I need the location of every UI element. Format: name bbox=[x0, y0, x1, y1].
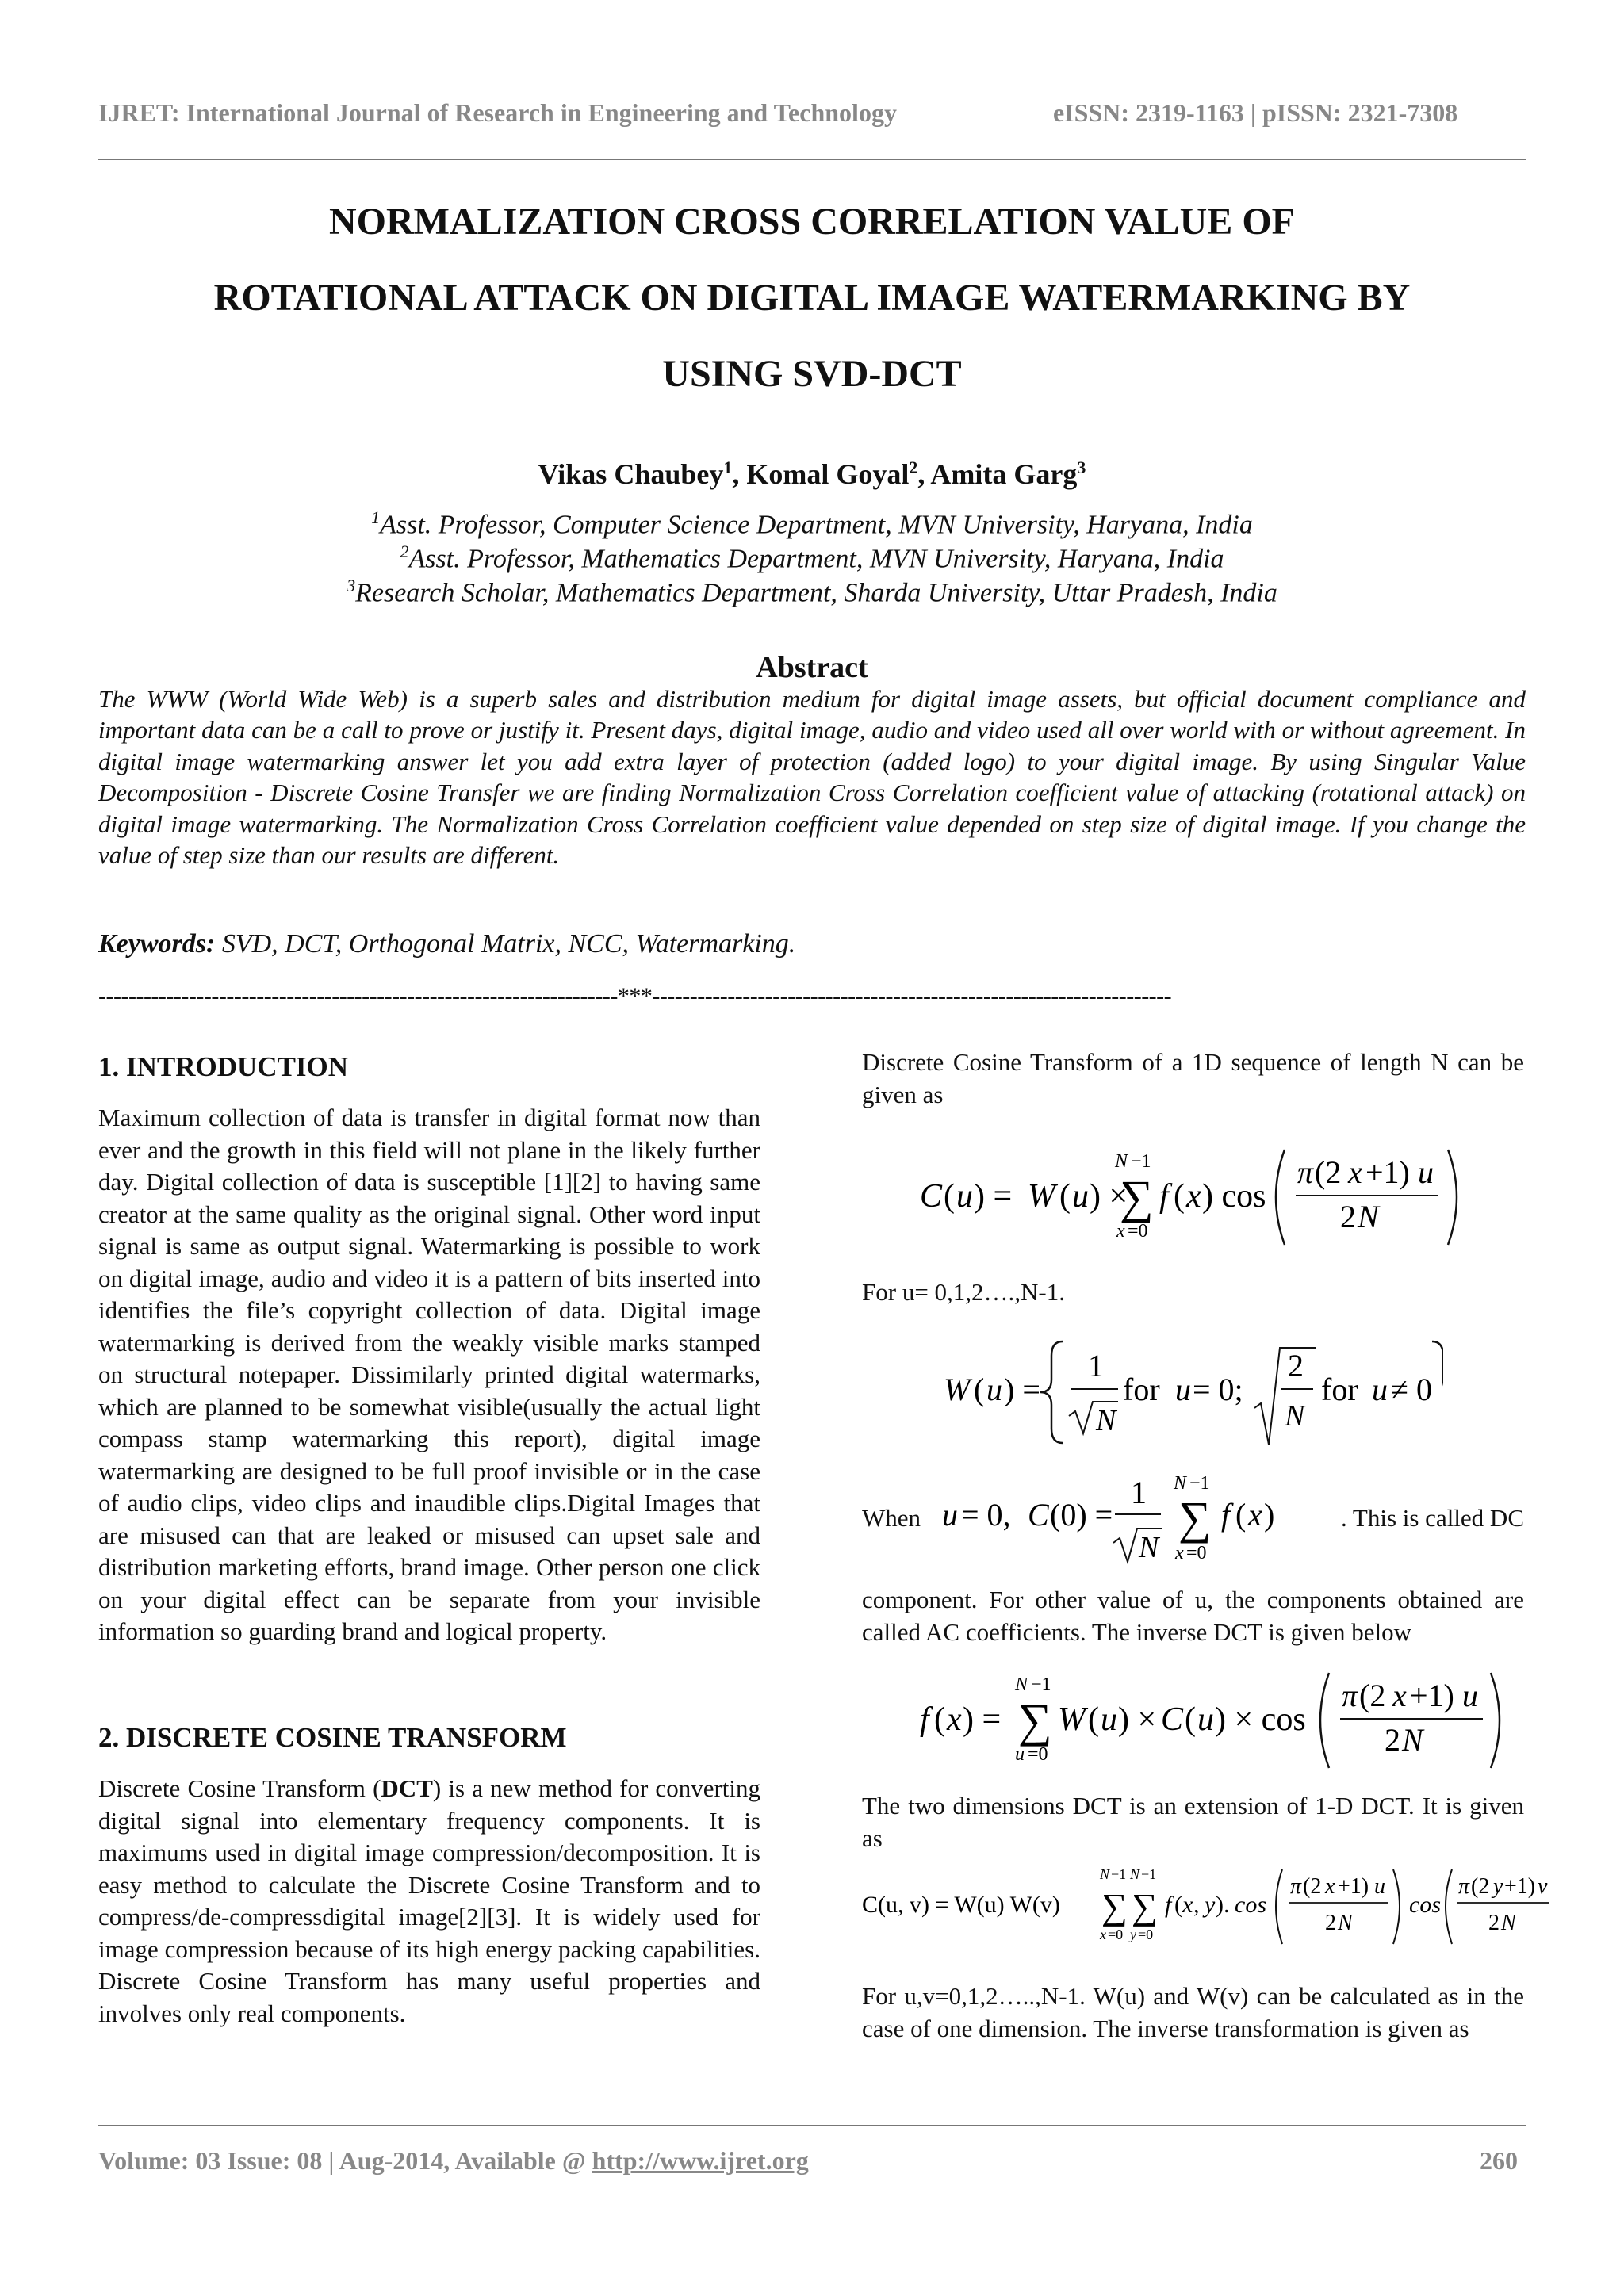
svg-text:2: 2 bbox=[1385, 1722, 1400, 1758]
svg-text:f: f bbox=[920, 1701, 929, 1738]
svg-text:∑: ∑ bbox=[1120, 1171, 1154, 1223]
svg-text:(: ( bbox=[944, 1178, 955, 1215]
svg-text:−1: −1 bbox=[1131, 1151, 1151, 1172]
svg-text:N: N bbox=[1285, 1399, 1305, 1433]
abstract-text: The WWW (World Wide Web) is a superb sales and distribution medium for digital image assets, but official document compliance and important data can be a call to prove or justify it. Present days, digital image, audio and video used all over world with or without agreement. In digital image watermarking answer let you add extra layer of protection (added logo) to your digital image. By using Singular Value Decomposition - Discrete Cosine Transfer we are finding Normalization Cross Correlation coefficient value of attacking (rotational attack) on digital image watermarking. The Normalization Cross Correlation coefficient value depended on step size of digital image. If you change the value of step size than our results are different. bbox=[98, 685, 1526, 870]
svg-text:N: N bbox=[1015, 1674, 1028, 1695]
abstract-heading: Abstract bbox=[756, 651, 868, 684]
section-2-text bbox=[98, 1773, 760, 2030]
for-u-range: For u= 0,1,2….,N-1. bbox=[862, 1278, 1066, 1306]
svg-text:−1: −1 bbox=[1111, 1866, 1127, 1882]
svg-text:(2: (2 bbox=[1303, 1874, 1322, 1899]
svg-text:W: W bbox=[1028, 1178, 1055, 1215]
affiliation-3-text: Research Scholar, Mathematics Department, Sharda University, Uttar Pradesh, India bbox=[355, 578, 1277, 608]
svg-text:u: u bbox=[986, 1372, 1002, 1407]
section-1-text: Maximum collection of data is transfer in digital format now than ever and the growth in this field will not plane in the likely further day. Digital collection of data is susceptible [1][2] to having same creator at the same quality as the original signal. Other word input signal is same as output signal. Watermarking is possible to work on digital image, audio and video it is a pattern of bits inserted into identifies the file’s copyright collection of data. Digital image watermarking is derived from the weakly visible marks stamped on structural notepaper. Dissimilarly printed digital watermarks, which are planned to be somewhat visible(usually the actual light compass stamp watermarking this report), digital image watermarking are designed to be full proof invisible or in the case of audio clips, video clips and inaudible clips.Digital Images that are misused can that are leaked or misused can upset sale and distribution marketing efforts, brand image. Other person one click on your digital effect can be separate from your invisible information so guarding brand and logical property. bbox=[98, 1104, 760, 1645]
svg-text:+1): +1) bbox=[1365, 1154, 1410, 1190]
equation-weight bbox=[936, 1332, 1443, 1451]
svg-text:u: u bbox=[1015, 1744, 1025, 1765]
equation-dct-1d bbox=[912, 1134, 1515, 1253]
svg-text:f: f bbox=[1165, 1892, 1172, 1918]
journal-name: IJRET: International Journal of Research in Engineering and Technology bbox=[98, 98, 897, 127]
affiliation-3 bbox=[79, 576, 1545, 608]
svg-text:u: u bbox=[956, 1178, 973, 1215]
svg-text:=0: =0 bbox=[1028, 1744, 1048, 1765]
svg-text:) × cos: ) × cos bbox=[1215, 1701, 1306, 1738]
affiliation-1-text: Asst. Professor, Computer Science Department, MVN University, Haryana, India bbox=[380, 510, 1253, 540]
svg-text:N: N bbox=[1130, 1866, 1140, 1882]
svg-text:f: f bbox=[1221, 1497, 1231, 1533]
svg-text:(: ( bbox=[1185, 1701, 1196, 1738]
svg-text:=0: =0 bbox=[1108, 1927, 1124, 1942]
svg-text:=0: =0 bbox=[1186, 1543, 1207, 1563]
svg-text:) ×: ) × bbox=[1090, 1178, 1128, 1215]
svg-text:u: u bbox=[1175, 1372, 1191, 1407]
svg-text:W: W bbox=[944, 1372, 971, 1407]
svg-text:(: ( bbox=[1088, 1701, 1099, 1738]
inverse-2d-paragraph: For u,v=0,1,2…..,N-1. W(u) and W(v) can be calculated as in the case of one dimension. The inverse transformation is given as bbox=[862, 1982, 1524, 2042]
svg-text:C: C bbox=[1028, 1497, 1049, 1533]
svg-text:u: u bbox=[1197, 1701, 1214, 1738]
svg-text:1: 1 bbox=[1088, 1348, 1104, 1383]
affiliation-1-sup: 1 bbox=[371, 507, 381, 527]
svg-text:∑: ∑ bbox=[1101, 1886, 1128, 1927]
svg-text:N: N bbox=[1139, 1531, 1159, 1564]
svg-text:x: x bbox=[947, 1701, 962, 1738]
svg-text:N: N bbox=[1100, 1866, 1110, 1882]
paper-title-line-1: NORMALIZATION CROSS CORRELATION VALUE OF bbox=[329, 201, 1295, 243]
svg-text:) =: ) = bbox=[963, 1701, 1002, 1738]
footer-volume bbox=[98, 2146, 809, 2175]
svg-text:(: ( bbox=[934, 1701, 945, 1738]
svg-text:W: W bbox=[1058, 1701, 1086, 1738]
page-number: 260 bbox=[1480, 2146, 1518, 2175]
svg-text:y: y bbox=[1493, 1874, 1503, 1899]
svg-text:N: N bbox=[1096, 1404, 1116, 1437]
svg-text:C(u, v) = W(u) W(v): C(u, v) = W(u) W(v) bbox=[862, 1892, 1060, 1918]
svg-text:x: x bbox=[1116, 1221, 1125, 1242]
svg-text:).: ). bbox=[1216, 1892, 1230, 1918]
svg-text:): ) bbox=[1264, 1497, 1275, 1533]
svg-text:) ×: ) × bbox=[1118, 1701, 1157, 1738]
svg-text:2: 2 bbox=[1288, 1348, 1304, 1383]
svg-text:2: 2 bbox=[1488, 1911, 1500, 1935]
svg-text:(: ( bbox=[1059, 1178, 1071, 1215]
svg-text:u: u bbox=[1372, 1372, 1388, 1407]
svg-text:u: u bbox=[1462, 1678, 1478, 1713]
svg-text:−1: −1 bbox=[1031, 1674, 1051, 1695]
svg-text:π: π bbox=[1297, 1154, 1314, 1190]
section-2-text-dct: DCT bbox=[381, 1774, 433, 1802]
svg-text:(: ( bbox=[1235, 1497, 1247, 1533]
when-label: When bbox=[862, 1504, 921, 1532]
footer-rule bbox=[98, 2125, 1526, 2126]
svg-text:u: u bbox=[942, 1497, 958, 1533]
paper-title-line-3: USING SVD-DCT bbox=[662, 353, 962, 395]
dc-ac-paragraph: component. For other value of u, the components obtained are called AC coefficients. The inverse DCT is given below bbox=[862, 1586, 1524, 1646]
svg-text:2: 2 bbox=[1325, 1911, 1336, 1935]
svg-text:−1: −1 bbox=[1141, 1866, 1157, 1882]
svg-text:C: C bbox=[920, 1178, 943, 1215]
svg-text:u: u bbox=[1072, 1178, 1089, 1215]
svg-text:N: N bbox=[1174, 1473, 1187, 1494]
section-2-text-pre: Discrete Cosine Transform ( bbox=[98, 1774, 381, 1802]
svg-text:x: x bbox=[1182, 1892, 1193, 1918]
equation-dc-component bbox=[934, 1465, 1291, 1576]
section-2-text-post: ) is a new method for converting digital signal into elementary frequency components. It is maximums used in digital image compression/decomposition. It is easy method to calculate the Discrete Cosine Transform and to compress/de-compressdigital image[2][3]. It is widely used for image compression because of its high energy packing capabilities. Discrete Cosine Transform has many useful properties and involves only real components. bbox=[98, 1774, 761, 2027]
two-dim-paragraph: The two dimensions DCT is an extension of 1-D DCT. It is given as bbox=[862, 1792, 1524, 1852]
svg-text:π: π bbox=[1290, 1874, 1302, 1899]
keywords-label: Keywords bbox=[98, 929, 206, 959]
svg-text:x: x bbox=[1175, 1543, 1184, 1563]
svg-text:x: x bbox=[1392, 1678, 1407, 1713]
svg-text:) =: ) = bbox=[1004, 1372, 1040, 1407]
author-1-sup: 1 bbox=[723, 457, 733, 477]
svg-text:v: v bbox=[1538, 1874, 1548, 1899]
section-1-heading: 1. INTRODUCTION bbox=[98, 1051, 349, 1082]
svg-text:+1): +1) bbox=[1338, 1874, 1369, 1899]
svg-text:(: ( bbox=[1174, 1892, 1182, 1918]
svg-text:(2: (2 bbox=[1315, 1154, 1342, 1190]
author-3-sup: 3 bbox=[1077, 457, 1086, 477]
svg-text:u: u bbox=[1101, 1701, 1117, 1738]
svg-text:(2: (2 bbox=[1359, 1678, 1386, 1713]
svg-text:for: for bbox=[1123, 1372, 1160, 1407]
svg-text:y: y bbox=[1205, 1892, 1216, 1918]
svg-text:−1: −1 bbox=[1189, 1473, 1210, 1494]
svg-text:(: ( bbox=[1174, 1178, 1185, 1215]
svg-text:x: x bbox=[1186, 1178, 1201, 1215]
affiliation-1 bbox=[79, 507, 1545, 540]
section-separator: ---------------------------------------------------------------------***--------------------------------------------------------------------- bbox=[98, 983, 1172, 1009]
svg-text:(2: (2 bbox=[1471, 1874, 1490, 1899]
svg-text:cos: cos bbox=[1409, 1892, 1441, 1918]
svg-text:2: 2 bbox=[1340, 1199, 1356, 1234]
author-sep-2: , bbox=[917, 458, 931, 490]
svg-text:N: N bbox=[1358, 1199, 1379, 1234]
svg-text:=0: =0 bbox=[1128, 1221, 1148, 1242]
svg-text:≠ 0: ≠ 0 bbox=[1391, 1372, 1432, 1407]
svg-text:x: x bbox=[1248, 1497, 1262, 1533]
svg-text:x: x bbox=[1325, 1874, 1335, 1899]
svg-text:π: π bbox=[1458, 1874, 1470, 1899]
svg-text:=0: =0 bbox=[1138, 1927, 1154, 1942]
svg-text:) =: ) = bbox=[974, 1178, 1013, 1215]
paper-title-line-2: ROTATIONAL ATTACK ON DIGITAL IMAGE WATERMARKING BY bbox=[213, 277, 1411, 319]
svg-text:N: N bbox=[1402, 1722, 1423, 1758]
svg-text:) cos: ) cos bbox=[1202, 1178, 1266, 1215]
affiliation-2-sup: 2 bbox=[400, 541, 409, 561]
author-2: Komal Goyal bbox=[746, 458, 910, 490]
svg-text:+1): +1) bbox=[1410, 1678, 1454, 1713]
section-2-heading: 2. DISCRETE COSINE TRANSFORM bbox=[98, 1722, 567, 1753]
svg-text:1: 1 bbox=[1131, 1475, 1147, 1510]
svg-text:x: x bbox=[1100, 1927, 1106, 1942]
svg-text:(: ( bbox=[974, 1372, 985, 1407]
svg-text:∑: ∑ bbox=[1132, 1886, 1158, 1927]
footer-url-link[interactable]: http://www.ijret.org bbox=[592, 2146, 809, 2175]
svg-text:cos: cos bbox=[1235, 1892, 1266, 1918]
affiliation-3-sup: 3 bbox=[347, 576, 356, 595]
when-suffix: . This is called DC bbox=[1340, 1504, 1524, 1532]
svg-text:π: π bbox=[1342, 1678, 1358, 1713]
author-1: Vikas Chaubey bbox=[538, 458, 724, 490]
author-3: Amita Garg bbox=[930, 458, 1078, 490]
svg-text:∑: ∑ bbox=[1018, 1694, 1052, 1747]
svg-text:u: u bbox=[1418, 1154, 1434, 1190]
affiliation-2 bbox=[79, 541, 1545, 574]
affiliation-2-text: Asst. Professor, Mathematics Department, MVN University, Haryana, India bbox=[408, 544, 1224, 574]
svg-text:= 0;: = 0; bbox=[1193, 1372, 1243, 1407]
svg-text:u: u bbox=[1374, 1874, 1385, 1899]
svg-text:∑: ∑ bbox=[1178, 1492, 1212, 1544]
svg-text:f: f bbox=[1159, 1178, 1169, 1215]
author-list bbox=[79, 457, 1545, 491]
svg-text:y: y bbox=[1130, 1927, 1136, 1942]
author-sep-1: , bbox=[732, 458, 747, 490]
keywords-text: SVD, DCT, Orthogonal Matrix, NCC, Watermarking. bbox=[221, 929, 796, 959]
issn: eISSN: 2319-1163 | pISSN: 2321-7308 bbox=[1053, 98, 1458, 127]
svg-text:for: for bbox=[1321, 1372, 1358, 1407]
equation-dct-2d bbox=[862, 1855, 1552, 1958]
svg-text:N: N bbox=[1115, 1151, 1128, 1172]
equation-inverse-dct bbox=[912, 1657, 1515, 1776]
svg-text:= 0,: = 0, bbox=[961, 1497, 1011, 1533]
svg-text:,: , bbox=[1193, 1892, 1200, 1918]
svg-text:x: x bbox=[1348, 1154, 1362, 1190]
keywords: Keywords: SVD, DCT, Orthogonal Matrix, NCC, Watermarking. bbox=[98, 929, 796, 959]
svg-text:N: N bbox=[1338, 1911, 1353, 1935]
author-2-sup: 2 bbox=[909, 457, 918, 477]
svg-text:N: N bbox=[1501, 1911, 1516, 1935]
dct-intro-paragraph: Discrete Cosine Transform of a 1D sequence of length N can be given as bbox=[862, 1048, 1524, 1108]
svg-text:(0) =: (0) = bbox=[1050, 1497, 1113, 1533]
svg-text:C: C bbox=[1161, 1701, 1184, 1738]
header-rule bbox=[98, 159, 1526, 160]
footer-volume-text: Volume: 03 Issue: 08 | Aug-2014, Available @ bbox=[98, 2146, 592, 2175]
svg-text:+1): +1) bbox=[1504, 1874, 1536, 1899]
